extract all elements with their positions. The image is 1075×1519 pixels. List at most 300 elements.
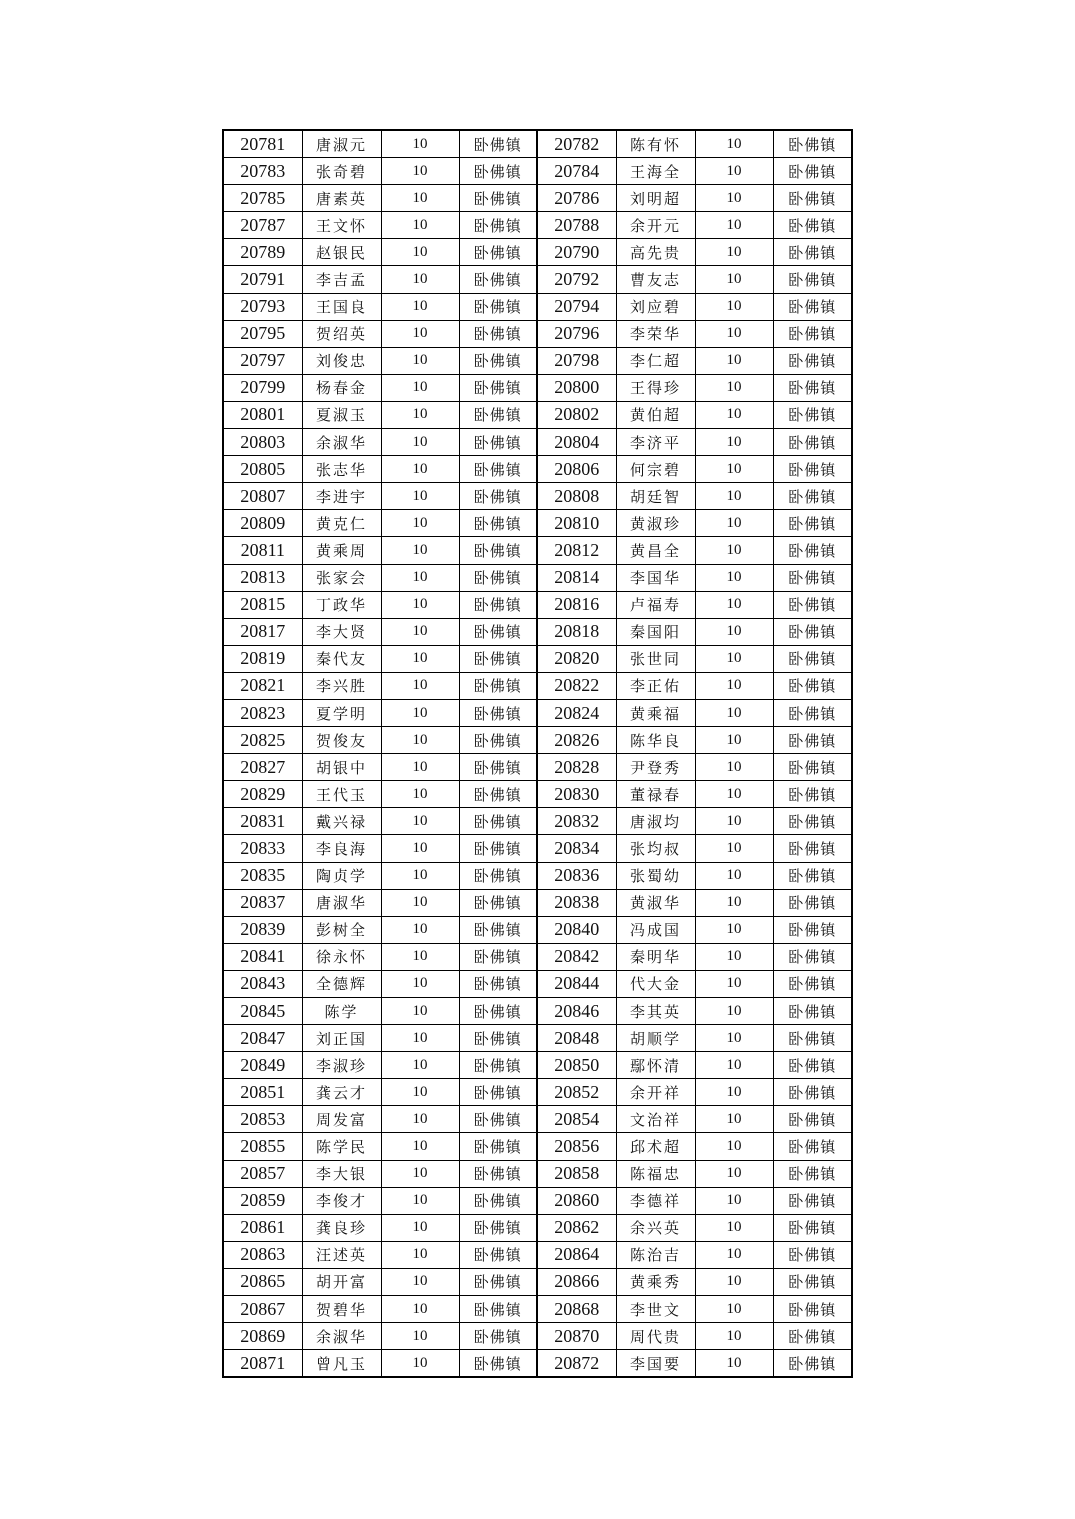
left-town-name-cell: 卧佛镇 — [459, 970, 537, 997]
right-quantity-cell: 10 — [695, 510, 773, 537]
table-row — [223, 862, 852, 889]
right-quantity-cell: 10 — [695, 645, 773, 672]
left-quantity-cell: 10 — [381, 401, 459, 428]
right-person-name-cell: 张均叔 — [616, 835, 695, 862]
left-person-name-cell: 张志华 — [302, 456, 381, 483]
left-person-name-cell: 丁政华 — [302, 591, 381, 618]
right-record-id-cell: 20808 — [537, 483, 616, 510]
table-row — [223, 1187, 852, 1214]
right-town-name-cell: 卧佛镇 — [773, 781, 852, 808]
left-person-name-cell: 刘俊忠 — [302, 347, 381, 374]
left-record-id-cell: 20855 — [223, 1133, 302, 1160]
right-town-name-cell: 卧佛镇 — [773, 672, 852, 699]
roster-table — [222, 129, 853, 1378]
right-town-name-cell: 卧佛镇 — [773, 510, 852, 537]
right-quantity-cell: 10 — [695, 835, 773, 862]
right-town-name-cell: 卧佛镇 — [773, 998, 852, 1025]
left-town-name-cell: 卧佛镇 — [459, 699, 537, 726]
left-town-name-cell: 卧佛镇 — [459, 320, 537, 347]
left-town-name-cell: 卧佛镇 — [459, 130, 537, 158]
right-town-name-cell: 卧佛镇 — [773, 862, 852, 889]
left-record-id-cell: 20823 — [223, 699, 302, 726]
right-town-name-cell: 卧佛镇 — [773, 1079, 852, 1106]
right-record-id-cell: 20832 — [537, 808, 616, 835]
right-town-name-cell: 卧佛镇 — [773, 1350, 852, 1378]
left-person-name-cell: 全德辉 — [302, 970, 381, 997]
left-record-id-cell: 20829 — [223, 781, 302, 808]
left-record-id-cell: 20791 — [223, 266, 302, 293]
left-town-name-cell: 卧佛镇 — [459, 781, 537, 808]
left-person-name-cell: 李淑珍 — [302, 1052, 381, 1079]
table-row — [223, 130, 852, 158]
right-town-name-cell: 卧佛镇 — [773, 618, 852, 645]
left-record-id-cell: 20849 — [223, 1052, 302, 1079]
left-quantity-cell: 10 — [381, 429, 459, 456]
left-person-name-cell: 夏学明 — [302, 699, 381, 726]
table-row — [223, 943, 852, 970]
table-row — [223, 1052, 852, 1079]
right-person-name-cell: 刘应碧 — [616, 293, 695, 320]
left-town-name-cell: 卧佛镇 — [459, 401, 537, 428]
left-person-name-cell: 龚云才 — [302, 1079, 381, 1106]
right-person-name-cell: 李正佑 — [616, 672, 695, 699]
left-quantity-cell: 10 — [381, 158, 459, 185]
right-quantity-cell: 10 — [695, 456, 773, 483]
right-person-name-cell: 余开祥 — [616, 1079, 695, 1106]
right-record-id-cell: 20852 — [537, 1079, 616, 1106]
right-quantity-cell: 10 — [695, 483, 773, 510]
left-record-id-cell: 20793 — [223, 293, 302, 320]
left-record-id-cell: 20861 — [223, 1214, 302, 1241]
left-town-name-cell: 卧佛镇 — [459, 591, 537, 618]
left-person-name-cell: 贺绍英 — [302, 320, 381, 347]
left-town-name-cell: 卧佛镇 — [459, 347, 537, 374]
left-quantity-cell: 10 — [381, 510, 459, 537]
left-town-name-cell: 卧佛镇 — [459, 1133, 537, 1160]
table-row — [223, 483, 852, 510]
right-record-id-cell: 20842 — [537, 943, 616, 970]
right-record-id-cell: 20812 — [537, 537, 616, 564]
left-person-name-cell: 李进宇 — [302, 483, 381, 510]
right-person-name-cell: 邱术超 — [616, 1133, 695, 1160]
right-town-name-cell: 卧佛镇 — [773, 266, 852, 293]
left-quantity-cell: 10 — [381, 564, 459, 591]
table-row — [223, 1214, 852, 1241]
left-person-name-cell: 李大银 — [302, 1160, 381, 1187]
left-quantity-cell: 10 — [381, 1160, 459, 1187]
right-quantity-cell: 10 — [695, 266, 773, 293]
right-town-name-cell: 卧佛镇 — [773, 970, 852, 997]
left-person-name-cell: 张家会 — [302, 564, 381, 591]
right-town-name-cell: 卧佛镇 — [773, 1268, 852, 1295]
left-person-name-cell: 陈学 — [302, 998, 381, 1025]
table-row — [223, 212, 852, 239]
left-person-name-cell: 李良海 — [302, 835, 381, 862]
left-quantity-cell: 10 — [381, 1079, 459, 1106]
right-town-name-cell: 卧佛镇 — [773, 1160, 852, 1187]
table-row — [223, 564, 852, 591]
right-town-name-cell: 卧佛镇 — [773, 645, 852, 672]
left-town-name-cell: 卧佛镇 — [459, 1025, 537, 1052]
left-record-id-cell: 20839 — [223, 916, 302, 943]
right-record-id-cell: 20834 — [537, 835, 616, 862]
left-quantity-cell: 10 — [381, 1187, 459, 1214]
left-person-name-cell: 王文怀 — [302, 212, 381, 239]
right-person-name-cell: 余兴英 — [616, 1214, 695, 1241]
right-town-name-cell: 卧佛镇 — [773, 727, 852, 754]
left-town-name-cell: 卧佛镇 — [459, 998, 537, 1025]
right-quantity-cell: 10 — [695, 808, 773, 835]
right-person-name-cell: 曹友志 — [616, 266, 695, 293]
right-person-name-cell: 陈华良 — [616, 727, 695, 754]
left-town-name-cell: 卧佛镇 — [459, 1160, 537, 1187]
right-person-name-cell: 胡廷智 — [616, 483, 695, 510]
right-person-name-cell: 李荣华 — [616, 320, 695, 347]
right-person-name-cell: 冯成国 — [616, 916, 695, 943]
right-quantity-cell: 10 — [695, 781, 773, 808]
right-quantity-cell: 10 — [695, 293, 773, 320]
right-record-id-cell: 20866 — [537, 1268, 616, 1295]
right-record-id-cell: 20856 — [537, 1133, 616, 1160]
left-town-name-cell: 卧佛镇 — [459, 564, 537, 591]
right-quantity-cell: 10 — [695, 1052, 773, 1079]
left-person-name-cell: 王国良 — [302, 293, 381, 320]
right-record-id-cell: 20848 — [537, 1025, 616, 1052]
left-person-name-cell: 李吉孟 — [302, 266, 381, 293]
left-record-id-cell: 20821 — [223, 672, 302, 699]
right-town-name-cell: 卧佛镇 — [773, 1214, 852, 1241]
left-quantity-cell: 10 — [381, 130, 459, 158]
left-town-name-cell: 卧佛镇 — [459, 1106, 537, 1133]
left-town-name-cell: 卧佛镇 — [459, 808, 537, 835]
left-person-name-cell: 余淑华 — [302, 1323, 381, 1350]
left-person-name-cell: 贺碧华 — [302, 1296, 381, 1323]
left-quantity-cell: 10 — [381, 889, 459, 916]
table-row — [223, 1268, 852, 1295]
left-record-id-cell: 20845 — [223, 998, 302, 1025]
right-person-name-cell: 王海全 — [616, 158, 695, 185]
table-row — [223, 1241, 852, 1268]
right-quantity-cell: 10 — [695, 1241, 773, 1268]
left-record-id-cell: 20867 — [223, 1296, 302, 1323]
right-quantity-cell: 10 — [695, 239, 773, 266]
left-quantity-cell: 10 — [381, 998, 459, 1025]
left-town-name-cell: 卧佛镇 — [459, 862, 537, 889]
right-quantity-cell: 10 — [695, 564, 773, 591]
left-quantity-cell: 10 — [381, 591, 459, 618]
left-person-name-cell: 刘正国 — [302, 1025, 381, 1052]
right-record-id-cell: 20784 — [537, 158, 616, 185]
table-row — [223, 916, 852, 943]
left-quantity-cell: 10 — [381, 293, 459, 320]
left-quantity-cell: 10 — [381, 1052, 459, 1079]
left-quantity-cell: 10 — [381, 537, 459, 564]
left-quantity-cell: 10 — [381, 1214, 459, 1241]
right-quantity-cell: 10 — [695, 1296, 773, 1323]
right-town-name-cell: 卧佛镇 — [773, 185, 852, 212]
left-quantity-cell: 10 — [381, 862, 459, 889]
right-record-id-cell: 20846 — [537, 998, 616, 1025]
left-town-name-cell: 卧佛镇 — [459, 483, 537, 510]
right-town-name-cell: 卧佛镇 — [773, 1323, 852, 1350]
right-person-name-cell: 鄢怀清 — [616, 1052, 695, 1079]
table-row — [223, 672, 852, 699]
right-quantity-cell: 10 — [695, 916, 773, 943]
left-town-name-cell: 卧佛镇 — [459, 1079, 537, 1106]
right-record-id-cell: 20818 — [537, 618, 616, 645]
left-record-id-cell: 20833 — [223, 835, 302, 862]
right-person-name-cell: 黄淑华 — [616, 889, 695, 916]
right-town-name-cell: 卧佛镇 — [773, 699, 852, 726]
table-row — [223, 374, 852, 401]
table-row — [223, 1133, 852, 1160]
right-record-id-cell: 20826 — [537, 727, 616, 754]
right-quantity-cell: 10 — [695, 429, 773, 456]
right-quantity-cell: 10 — [695, 347, 773, 374]
right-person-name-cell: 李其英 — [616, 998, 695, 1025]
right-quantity-cell: 10 — [695, 1268, 773, 1295]
right-town-name-cell: 卧佛镇 — [773, 239, 852, 266]
left-town-name-cell: 卧佛镇 — [459, 618, 537, 645]
left-person-name-cell: 李兴胜 — [302, 672, 381, 699]
right-person-name-cell: 陈福忠 — [616, 1160, 695, 1187]
left-person-name-cell: 胡开富 — [302, 1268, 381, 1295]
right-person-name-cell: 张蜀幼 — [616, 862, 695, 889]
left-town-name-cell: 卧佛镇 — [459, 916, 537, 943]
table-row — [223, 266, 852, 293]
right-person-name-cell: 王得珍 — [616, 374, 695, 401]
right-record-id-cell: 20828 — [537, 754, 616, 781]
right-quantity-cell: 10 — [695, 1160, 773, 1187]
left-record-id-cell: 20781 — [223, 130, 302, 158]
right-quantity-cell: 10 — [695, 618, 773, 645]
table-row — [223, 456, 852, 483]
right-record-id-cell: 20786 — [537, 185, 616, 212]
right-quantity-cell: 10 — [695, 727, 773, 754]
left-person-name-cell: 唐淑华 — [302, 889, 381, 916]
right-town-name-cell: 卧佛镇 — [773, 1025, 852, 1052]
left-quantity-cell: 10 — [381, 1350, 459, 1378]
right-quantity-cell: 10 — [695, 401, 773, 428]
right-record-id-cell: 20816 — [537, 591, 616, 618]
left-town-name-cell: 卧佛镇 — [459, 1296, 537, 1323]
right-town-name-cell: 卧佛镇 — [773, 889, 852, 916]
right-person-name-cell: 黄淑珍 — [616, 510, 695, 537]
left-quantity-cell: 10 — [381, 1025, 459, 1052]
right-record-id-cell: 20864 — [537, 1241, 616, 1268]
right-record-id-cell: 20802 — [537, 401, 616, 428]
left-quantity-cell: 10 — [381, 483, 459, 510]
left-record-id-cell: 20843 — [223, 970, 302, 997]
right-record-id-cell: 20794 — [537, 293, 616, 320]
right-quantity-cell: 10 — [695, 862, 773, 889]
right-town-name-cell: 卧佛镇 — [773, 835, 852, 862]
left-record-id-cell: 20803 — [223, 429, 302, 456]
left-record-id-cell: 20813 — [223, 564, 302, 591]
left-record-id-cell: 20841 — [223, 943, 302, 970]
right-town-name-cell: 卧佛镇 — [773, 808, 852, 835]
table-row — [223, 998, 852, 1025]
right-record-id-cell: 20836 — [537, 862, 616, 889]
left-quantity-cell: 10 — [381, 754, 459, 781]
table-row — [223, 347, 852, 374]
table-row — [223, 1323, 852, 1350]
left-person-name-cell: 黄克仁 — [302, 510, 381, 537]
left-person-name-cell: 龚良珍 — [302, 1214, 381, 1241]
left-person-name-cell: 余淑华 — [302, 429, 381, 456]
right-quantity-cell: 10 — [695, 998, 773, 1025]
left-record-id-cell: 20831 — [223, 808, 302, 835]
left-quantity-cell: 10 — [381, 916, 459, 943]
right-record-id-cell: 20844 — [537, 970, 616, 997]
left-person-name-cell: 张奇碧 — [302, 158, 381, 185]
left-quantity-cell: 10 — [381, 374, 459, 401]
left-quantity-cell: 10 — [381, 1133, 459, 1160]
right-quantity-cell: 10 — [695, 754, 773, 781]
left-town-name-cell: 卧佛镇 — [459, 212, 537, 239]
right-town-name-cell: 卧佛镇 — [773, 1106, 852, 1133]
left-quantity-cell: 10 — [381, 1241, 459, 1268]
right-town-name-cell: 卧佛镇 — [773, 347, 852, 374]
left-record-id-cell: 20809 — [223, 510, 302, 537]
left-record-id-cell: 20871 — [223, 1350, 302, 1378]
right-person-name-cell: 余开元 — [616, 212, 695, 239]
right-town-name-cell: 卧佛镇 — [773, 1133, 852, 1160]
right-town-name-cell: 卧佛镇 — [773, 943, 852, 970]
left-quantity-cell: 10 — [381, 456, 459, 483]
right-record-id-cell: 20824 — [537, 699, 616, 726]
right-quantity-cell: 10 — [695, 591, 773, 618]
right-town-name-cell: 卧佛镇 — [773, 158, 852, 185]
right-person-name-cell: 李仁超 — [616, 347, 695, 374]
right-town-name-cell: 卧佛镇 — [773, 483, 852, 510]
right-record-id-cell: 20870 — [537, 1323, 616, 1350]
right-town-name-cell: 卧佛镇 — [773, 374, 852, 401]
left-town-name-cell: 卧佛镇 — [459, 1241, 537, 1268]
left-record-id-cell: 20801 — [223, 401, 302, 428]
right-town-name-cell: 卧佛镇 — [773, 564, 852, 591]
left-person-name-cell: 王代玉 — [302, 781, 381, 808]
table-row — [223, 510, 852, 537]
left-person-name-cell: 陈学民 — [302, 1133, 381, 1160]
left-person-name-cell: 徐永怀 — [302, 943, 381, 970]
left-quantity-cell: 10 — [381, 212, 459, 239]
left-record-id-cell: 20805 — [223, 456, 302, 483]
right-quantity-cell: 10 — [695, 1350, 773, 1378]
left-quantity-cell: 10 — [381, 699, 459, 726]
right-town-name-cell: 卧佛镇 — [773, 1052, 852, 1079]
left-record-id-cell: 20819 — [223, 645, 302, 672]
left-record-id-cell: 20847 — [223, 1025, 302, 1052]
left-quantity-cell: 10 — [381, 320, 459, 347]
right-person-name-cell: 陈治吉 — [616, 1241, 695, 1268]
left-record-id-cell: 20859 — [223, 1187, 302, 1214]
left-quantity-cell: 10 — [381, 943, 459, 970]
left-record-id-cell: 20783 — [223, 158, 302, 185]
table-row — [223, 320, 852, 347]
left-quantity-cell: 10 — [381, 1296, 459, 1323]
left-town-name-cell: 卧佛镇 — [459, 672, 537, 699]
right-town-name-cell: 卧佛镇 — [773, 754, 852, 781]
left-person-name-cell: 夏淑玉 — [302, 401, 381, 428]
left-town-name-cell: 卧佛镇 — [459, 1187, 537, 1214]
left-town-name-cell: 卧佛镇 — [459, 1268, 537, 1295]
left-record-id-cell: 20825 — [223, 727, 302, 754]
left-person-name-cell: 杨春金 — [302, 374, 381, 401]
left-person-name-cell: 唐淑元 — [302, 130, 381, 158]
roster-body — [223, 130, 852, 1377]
left-town-name-cell: 卧佛镇 — [459, 374, 537, 401]
left-person-name-cell: 赵银民 — [302, 239, 381, 266]
right-person-name-cell: 唐淑均 — [616, 808, 695, 835]
right-quantity-cell: 10 — [695, 672, 773, 699]
right-record-id-cell: 20840 — [537, 916, 616, 943]
left-person-name-cell: 曾凡玉 — [302, 1350, 381, 1378]
left-town-name-cell: 卧佛镇 — [459, 239, 537, 266]
right-quantity-cell: 10 — [695, 1106, 773, 1133]
left-person-name-cell: 黄乘周 — [302, 537, 381, 564]
table-row — [223, 293, 852, 320]
left-quantity-cell: 10 — [381, 618, 459, 645]
table-row — [223, 699, 852, 726]
right-town-name-cell: 卧佛镇 — [773, 212, 852, 239]
right-town-name-cell: 卧佛镇 — [773, 1296, 852, 1323]
left-record-id-cell: 20835 — [223, 862, 302, 889]
right-quantity-cell: 10 — [695, 1025, 773, 1052]
left-person-name-cell: 周发富 — [302, 1106, 381, 1133]
left-quantity-cell: 10 — [381, 1268, 459, 1295]
left-record-id-cell: 20817 — [223, 618, 302, 645]
left-town-name-cell: 卧佛镇 — [459, 1350, 537, 1378]
left-person-name-cell: 李俊才 — [302, 1187, 381, 1214]
right-person-name-cell: 文治祥 — [616, 1106, 695, 1133]
right-person-name-cell: 黄昌全 — [616, 537, 695, 564]
table-row — [223, 1350, 852, 1378]
right-person-name-cell: 高先贵 — [616, 239, 695, 266]
table-row — [223, 970, 852, 997]
left-town-name-cell: 卧佛镇 — [459, 943, 537, 970]
table-row — [223, 1025, 852, 1052]
right-town-name-cell: 卧佛镇 — [773, 1187, 852, 1214]
right-record-id-cell: 20814 — [537, 564, 616, 591]
table-row — [223, 1160, 852, 1187]
table-row — [223, 754, 852, 781]
right-record-id-cell: 20804 — [537, 429, 616, 456]
right-town-name-cell: 卧佛镇 — [773, 320, 852, 347]
right-town-name-cell: 卧佛镇 — [773, 916, 852, 943]
left-record-id-cell: 20851 — [223, 1079, 302, 1106]
left-town-name-cell: 卧佛镇 — [459, 754, 537, 781]
right-quantity-cell: 10 — [695, 943, 773, 970]
right-quantity-cell: 10 — [695, 1079, 773, 1106]
right-quantity-cell: 10 — [695, 374, 773, 401]
right-town-name-cell: 卧佛镇 — [773, 456, 852, 483]
left-town-name-cell: 卧佛镇 — [459, 266, 537, 293]
right-record-id-cell: 20860 — [537, 1187, 616, 1214]
right-record-id-cell: 20788 — [537, 212, 616, 239]
right-person-name-cell: 刘明超 — [616, 185, 695, 212]
right-person-name-cell: 胡顺学 — [616, 1025, 695, 1052]
left-town-name-cell: 卧佛镇 — [459, 537, 537, 564]
table-row — [223, 401, 852, 428]
left-quantity-cell: 10 — [381, 781, 459, 808]
right-record-id-cell: 20796 — [537, 320, 616, 347]
table-row — [223, 1079, 852, 1106]
table-row — [223, 185, 852, 212]
left-person-name-cell: 唐素英 — [302, 185, 381, 212]
right-person-name-cell: 董禄春 — [616, 781, 695, 808]
left-record-id-cell: 20799 — [223, 374, 302, 401]
